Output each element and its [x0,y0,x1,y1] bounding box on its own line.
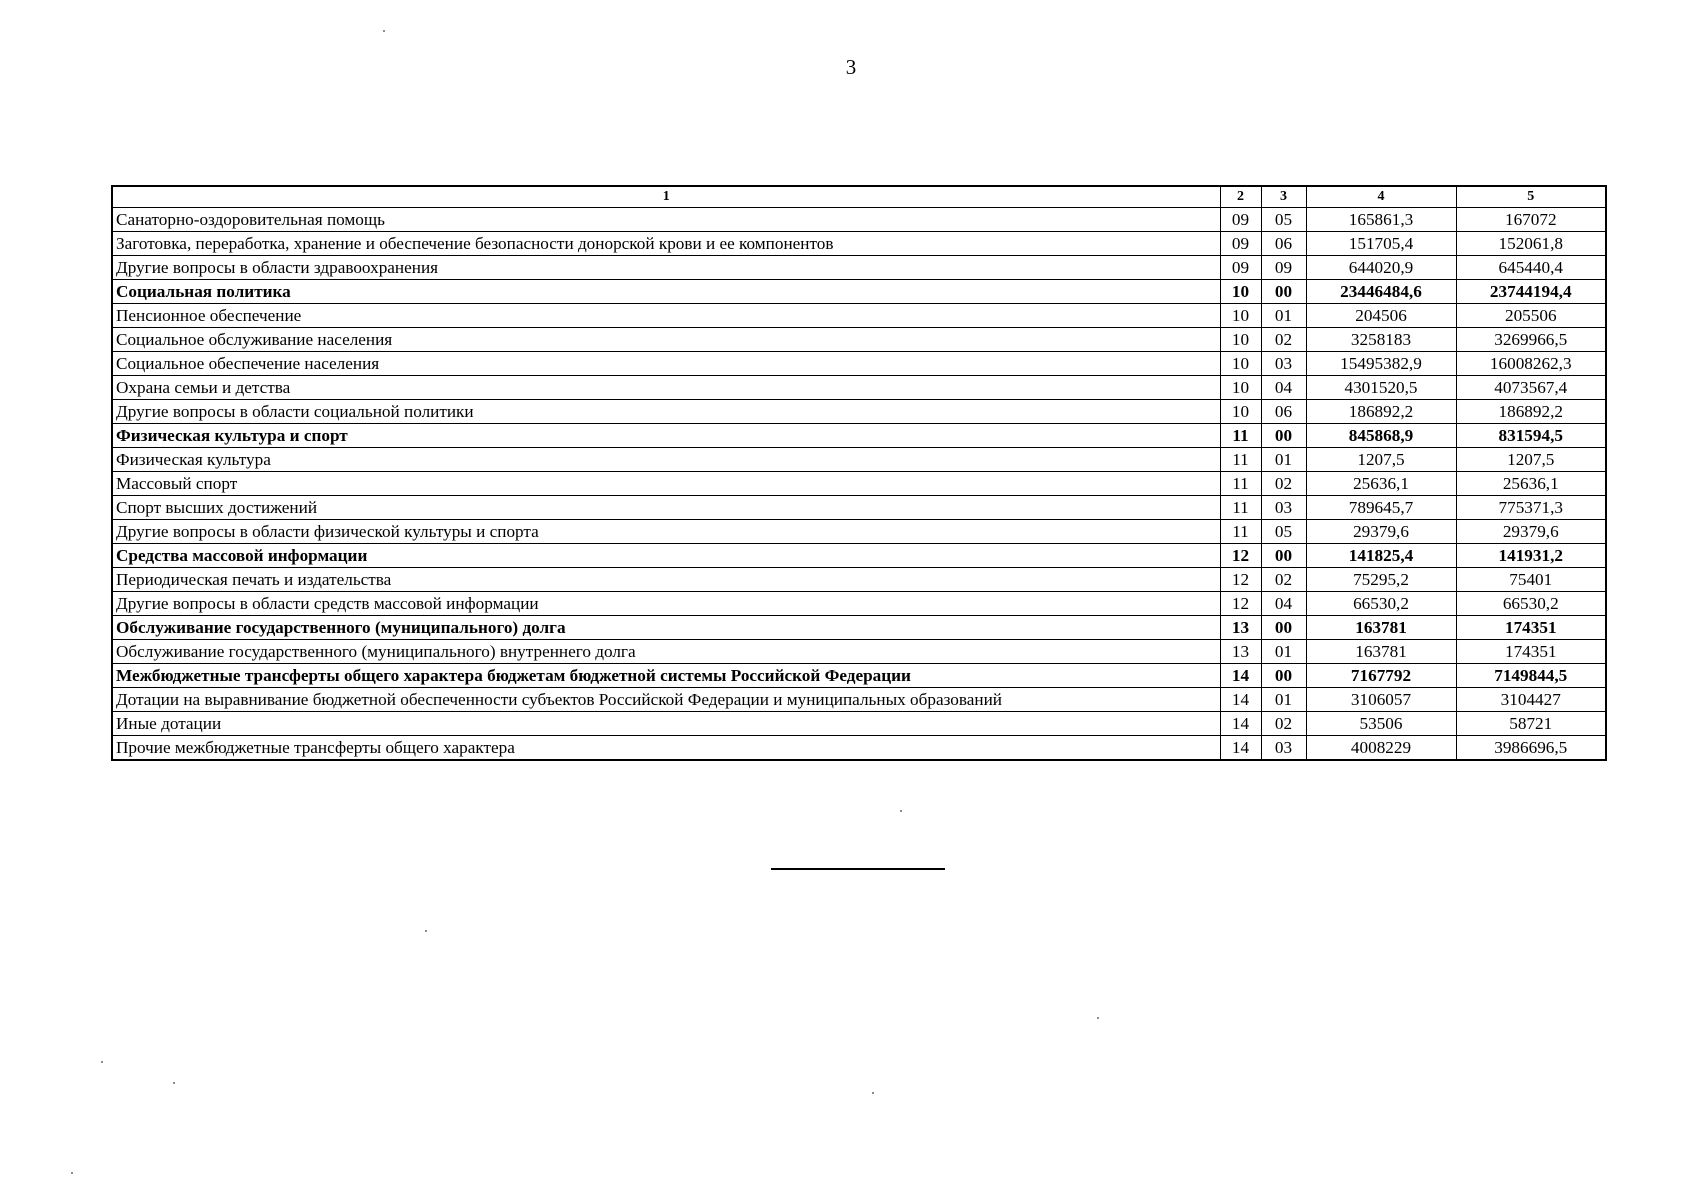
subsection-code: 04 [1261,376,1306,400]
section-code: 12 [1220,592,1261,616]
section-code: 09 [1220,208,1261,232]
subsection-code: 00 [1261,616,1306,640]
value-col-4: 25636,1 [1306,472,1456,496]
table-row [112,520,1606,544]
value-col-5: 75401 [1456,568,1606,592]
table-row [112,400,1606,424]
row-name: Другие вопросы в области средств массовой информации [112,592,1220,616]
section-code: 10 [1220,328,1261,352]
section-code: 10 [1220,376,1261,400]
value-col-4: 66530,2 [1306,592,1456,616]
value-col-5: 58721 [1456,712,1606,736]
scan-speck [101,1061,103,1063]
value-col-5: 167072 [1456,208,1606,232]
budget-table [111,185,1607,761]
row-name: Межбюджетные трансферты общего характера бюджетам бюджетной системы Российской Федерации [112,664,1220,688]
subsection-code: 09 [1261,256,1306,280]
value-col-4: 3106057 [1306,688,1456,712]
row-name: Средства массовой информации [112,544,1220,568]
subsection-code: 05 [1261,208,1306,232]
subsection-code: 00 [1261,664,1306,688]
table-row [112,304,1606,328]
section-code: 11 [1220,496,1261,520]
table-header-row [112,186,1606,208]
value-col-4: 23446484,6 [1306,280,1456,304]
section-code: 11 [1220,520,1261,544]
value-col-5: 152061,8 [1456,232,1606,256]
value-col-4: 644020,9 [1306,256,1456,280]
table-row [112,328,1606,352]
value-col-5: 775371,3 [1456,496,1606,520]
section-code: 13 [1220,640,1261,664]
subsection-code: 01 [1261,448,1306,472]
value-col-5: 205506 [1456,304,1606,328]
subsection-code: 06 [1261,400,1306,424]
table-row [112,544,1606,568]
table-row [112,352,1606,376]
value-col-4: 165861,3 [1306,208,1456,232]
row-name: Прочие межбюджетные трансферты общего характера [112,736,1220,761]
section-code: 09 [1220,232,1261,256]
row-name: Социальное обслуживание населения [112,328,1220,352]
value-col-5: 66530,2 [1456,592,1606,616]
value-col-4: 29379,6 [1306,520,1456,544]
value-col-5: 174351 [1456,616,1606,640]
subsection-code: 02 [1261,328,1306,352]
value-col-5: 25636,1 [1456,472,1606,496]
header-cell-1: 1 [112,186,1220,208]
row-name: Спорт высших достижений [112,496,1220,520]
table-row [112,256,1606,280]
row-name: Другие вопросы в области социальной политики [112,400,1220,424]
section-code: 09 [1220,256,1261,280]
value-col-5: 831594,5 [1456,424,1606,448]
end-of-table-rule [771,868,945,870]
section-code: 10 [1220,352,1261,376]
value-col-5: 7149844,5 [1456,664,1606,688]
table-row [112,232,1606,256]
scan-speck [872,1092,874,1094]
section-code: 14 [1220,736,1261,761]
section-code: 10 [1220,280,1261,304]
subsection-code: 01 [1261,688,1306,712]
table-row [112,280,1606,304]
value-col-4: 3258183 [1306,328,1456,352]
value-col-4: 151705,4 [1306,232,1456,256]
value-col-4: 204506 [1306,304,1456,328]
scan-speck [1097,1017,1099,1019]
table-row [112,616,1606,640]
subsection-code: 04 [1261,592,1306,616]
section-code: 12 [1220,544,1261,568]
table-row [112,496,1606,520]
value-col-5: 3104427 [1456,688,1606,712]
value-col-5: 186892,2 [1456,400,1606,424]
section-code: 14 [1220,664,1261,688]
value-col-5: 4073567,4 [1456,376,1606,400]
section-code: 11 [1220,472,1261,496]
section-code: 12 [1220,568,1261,592]
row-name: Санаторно-оздоровительная помощь [112,208,1220,232]
subsection-code: 06 [1261,232,1306,256]
row-name: Обслуживание государственного (муниципального) внутреннего долга [112,640,1220,664]
row-name: Иные дотации [112,712,1220,736]
subsection-code: 03 [1261,352,1306,376]
scan-speck [425,930,427,932]
value-col-5: 23744194,4 [1456,280,1606,304]
subsection-code: 02 [1261,712,1306,736]
section-code: 10 [1220,304,1261,328]
value-col-4: 75295,2 [1306,568,1456,592]
value-col-4: 186892,2 [1306,400,1456,424]
row-name: Пенсионное обеспечение [112,304,1220,328]
subsection-code: 03 [1261,736,1306,761]
value-col-4: 789645,7 [1306,496,1456,520]
subsection-code: 00 [1261,280,1306,304]
row-name: Физическая культура [112,448,1220,472]
table-row [112,568,1606,592]
row-name: Дотации на выравнивание бюджетной обеспеченности субъектов Российской Федерации и муниципальных образований [112,688,1220,712]
value-col-4: 53506 [1306,712,1456,736]
row-name: Другие вопросы в области здравоохранения [112,256,1220,280]
value-col-5: 3986696,5 [1456,736,1606,761]
row-name: Другие вопросы в области физической культуры и спорта [112,520,1220,544]
value-col-4: 845868,9 [1306,424,1456,448]
row-name: Социальное обеспечение населения [112,352,1220,376]
section-code: 11 [1220,424,1261,448]
scan-speck [383,30,385,32]
page-number: 3 [845,55,857,79]
table-row [112,424,1606,448]
table-row [112,448,1606,472]
value-col-4: 7167792 [1306,664,1456,688]
subsection-code: 05 [1261,520,1306,544]
value-col-5: 645440,4 [1456,256,1606,280]
row-name: Заготовка, переработка, хранение и обеспечение безопасности донорской крови и ее компонентов [112,232,1220,256]
subsection-code: 01 [1261,304,1306,328]
subsection-code: 00 [1261,424,1306,448]
row-name: Социальная политика [112,280,1220,304]
subsection-code: 03 [1261,496,1306,520]
value-col-4: 141825,4 [1306,544,1456,568]
header-cell-4: 4 [1306,186,1456,208]
value-col-4: 163781 [1306,640,1456,664]
table-row [112,208,1606,232]
row-name: Физическая культура и спорт [112,424,1220,448]
table-row [112,592,1606,616]
value-col-5: 29379,6 [1456,520,1606,544]
scan-speck [900,810,902,812]
value-col-5: 3269966,5 [1456,328,1606,352]
value-col-4: 4008229 [1306,736,1456,761]
subsection-code: 01 [1261,640,1306,664]
table-row [112,736,1606,761]
subsection-code: 02 [1261,472,1306,496]
value-col-5: 1207,5 [1456,448,1606,472]
value-col-4: 1207,5 [1306,448,1456,472]
section-code: 14 [1220,712,1261,736]
header-cell-5: 5 [1456,186,1606,208]
value-col-4: 163781 [1306,616,1456,640]
subsection-code: 00 [1261,544,1306,568]
value-col-5: 174351 [1456,640,1606,664]
section-code: 10 [1220,400,1261,424]
section-code: 13 [1220,616,1261,640]
row-name: Обслуживание государственного (муниципального) долга [112,616,1220,640]
scan-speck [71,1172,73,1174]
value-col-5: 16008262,3 [1456,352,1606,376]
section-code: 11 [1220,448,1261,472]
table-row [112,640,1606,664]
value-col-5: 141931,2 [1456,544,1606,568]
table-row [112,688,1606,712]
table-row [112,376,1606,400]
value-col-4: 4301520,5 [1306,376,1456,400]
table-row [112,664,1606,688]
table-row [112,472,1606,496]
header-cell-2: 2 [1220,186,1261,208]
value-col-4: 15495382,9 [1306,352,1456,376]
header-cell-3: 3 [1261,186,1306,208]
subsection-code: 02 [1261,568,1306,592]
row-name: Периодическая печать и издательства [112,568,1220,592]
section-code: 14 [1220,688,1261,712]
table-row [112,712,1606,736]
scan-speck [173,1082,175,1084]
row-name: Охрана семьи и детства [112,376,1220,400]
row-name: Массовый спорт [112,472,1220,496]
